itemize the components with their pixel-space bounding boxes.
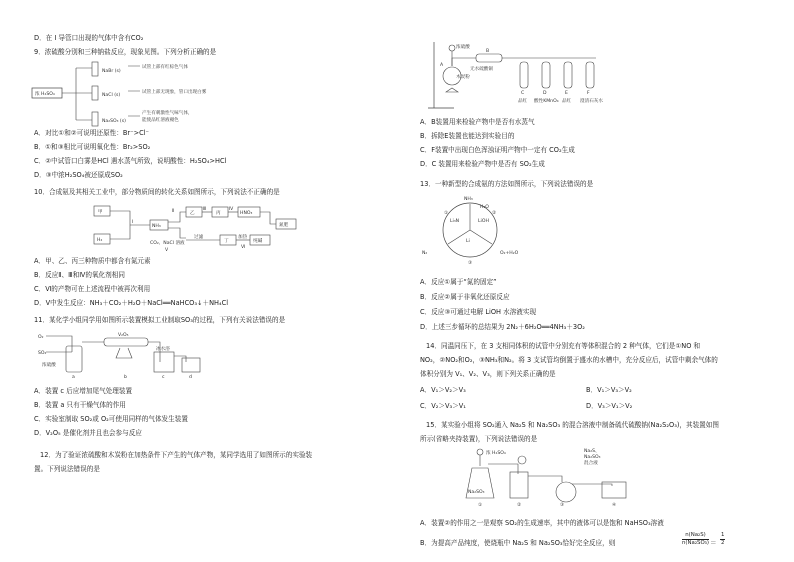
q13-li: Li [466,239,470,244]
q13-stem: 13．一种新型的合成氨的方法如图所示，下列说法错误的是 [420,180,594,188]
q13-option-c: C．反应③可通过电解 LiOH 水溶液实现 [420,308,537,316]
q10-r5: Ⅴ [165,248,169,253]
q10-stem: 10．合成氨及其相关工业中，部分物质间的转化关系如图所示，下列说法不正确的是 [34,188,280,196]
q15-frac-num: n(Na₂S) [682,532,709,540]
q9-figure [30,60,250,126]
q9-obs3b: 能使品红溶液褪色 [142,118,179,123]
q10-product: 纯碱 [253,239,263,244]
q11-ice: 冰水浴 [156,347,170,352]
q13-c1: ① [444,211,449,216]
q15-value-den: 2 [721,540,725,546]
q12-label-a: A [440,63,444,68]
q12-label-f: F [587,91,590,96]
q14-option-a: A．V₁＞V₂＞V₃ [420,386,466,394]
q13-figure [420,192,530,270]
q12-pin1: 品红 [518,99,528,104]
q12-label-b: B [486,49,490,54]
q15-c1: ① [478,503,483,508]
q9-option-d: D．③中浓H₂SO₄被还原成SO₂ [34,171,123,179]
q15-mix3: 混合液 [584,461,598,466]
q14-stem-3: 体积分别为 V₁、V₂、V₃，则下列关系正确的是 [420,370,556,378]
q10-jia: 甲 [98,210,103,215]
q15-stem-1: 15．某实验小组将 SO₂通入 Na₂S 和 Na₂SO₃ 的混合溶液中制备硫代硫酸钠(Na₂S₂O₃)，其装置如图 [426,421,719,429]
q10-reagents: CO₂、NaCl 溶液 [150,241,185,246]
q13-h2o: H₂O [480,205,489,210]
q9-option-c: C．②中试管口白雾是HCl 遇水蒸气所致，说明酸性：H₂SO₄>HCl [34,157,227,165]
q9-salt1: NaBr (s) [102,69,121,74]
q10-option-b: B．反应Ⅱ、Ⅲ和Ⅳ的氧化剂相同 [34,271,125,279]
q15-mix2: Na₂SO₃ [584,455,601,460]
q13-c3: ③ [468,261,473,266]
q9-option-a: A．对比①和②可说明还原性：Br⁻>Cl⁻ [34,129,150,137]
q10-filter: 过滤 [194,235,204,240]
q11-option-c: C．实验室制取 SO₂或 O₂可使用同样的气体发生装置 [34,415,188,423]
q15-mix1: Na₂S、 [584,449,600,454]
q15-frac-eq: ＝ [710,539,717,547]
q11-option-a: A．装置 c 后应增加尾气处理装置 [34,387,133,395]
q14-stem-2: NO₂，②NO₂和O₂，③NH₃和N₂。将 3 支试管均倒置于盛水的水槽中，充分反应后，试管中剩余气体的 [420,356,718,364]
q12-label-d: D [543,91,547,96]
q13-lioh: LiOH [478,219,489,224]
q15-acid: 浓 H₂SO₄ [486,451,506,456]
q13-o2h2o: O₂+H₂O [500,251,519,256]
q12-label-c: C [521,91,525,96]
q10-yi: 乙 [190,211,195,216]
q10-r3: Ⅲ [203,207,207,212]
q15-c4: ④ [612,503,617,508]
right-column [406,0,786,562]
q12-label-e: E [565,91,568,96]
q10-option-d: D．Ⅴ中发生反应：NH₃＋CO₂＋H₂O＋NaCl══NaHCO₃↓＋NH₄Cl [34,299,229,307]
q15-c2: ② [517,503,522,508]
q14-option-b: B．V₁＞V₃＞V₂ [586,386,632,394]
q10-r4: Ⅳ [229,207,234,212]
q12-option-b: B．拆除E装置也能达到实验目的 [420,132,515,140]
q11-c: c [162,375,165,380]
q10-dingan: 氮肥 [279,223,289,228]
q12-cuso4: 无水硫酸铜 [470,67,493,72]
left-column [0,0,380,562]
q10-r1: Ⅰ [132,220,134,225]
q10-ding: 丁 [224,239,229,244]
q15-value-num: 1 [721,532,725,538]
q12-figure [420,38,603,110]
q11-conc: 浓硫酸 [42,363,56,368]
q9-reagent-label: 浓 H₂SO₄ [35,92,55,97]
q10-heat: 加热 [238,235,248,240]
q15-frac-value [720,532,725,547]
q12-option-a: A．B装置用来检验产物中是否有水蒸气 [420,118,535,126]
q12-pin2: 品红 [562,99,572,104]
q11-option-b: B．装置 a 只有干燥气体的作用 [34,401,126,409]
q13-option-b: B．反应②属于非氧化还原反应 [420,293,510,301]
q10-nh3: NH₃ [152,224,161,229]
q15-option-b: B．为提高产品纯度，使烧瓶中 Na₂S 和 Na₂SO₃恰好完全反应，则 [420,539,616,547]
q11-d: d [189,375,192,380]
q15-c3: ③ [560,503,565,508]
q10-option-c: C．Ⅵ的产物可在上述流程中被再次利用 [34,285,151,293]
q12-stem-2: 置。下列说法错误的是 [34,465,100,473]
q9-obs2: 试管上部无现象，管口出现白雾 [142,90,207,95]
q10-figure [90,204,300,252]
q13-li3n: Li₃N [450,219,460,224]
q11-v2o5: V₂O₅ [118,333,129,338]
q12-stem-1: 12．为了验证浓硫酸和木炭粉在加热条件下产生的气体产物，某同学选用了如图所示的实验装 [40,451,313,459]
q11-o2: O₂ [38,335,44,340]
q11-option-d: D．V₂O₅ 是催化剂并且也会参与反应 [34,429,142,437]
q13-c2: ② [492,211,497,216]
q14-option-c: C．V₂＞V₃＞V₁ [420,402,466,410]
q11-figure [36,332,216,380]
q12-option-d: D．C 装置用来检验产物中是否有 SO₂生成 [420,160,545,168]
q12-option-c: C．F装置中出现白色浑浊证明产物中一定有 CO₂生成 [420,146,575,154]
q9-obs3a: 产生有刺激性气味气体， [142,111,193,116]
q14-stem-1: 14．同温同压下，在 3 支相同体积的试管中分别充有等体积混合的 2 种气体，它们是①NO 和 [426,342,701,350]
q13-nh3: NH₃ [464,197,473,202]
q11-so2: SO₂ [38,351,47,356]
q9-obs1: 试管上部有红棕色气体 [142,65,188,70]
q14-option-d: D．V₃＞V₁＞V₂ [586,402,633,410]
q9-salt3: Na₂SO₃ (s) [102,119,126,124]
q13-n2: N₂ [422,251,428,256]
q11-b: b [124,375,127,380]
q12-kmno4: 酸性KMnO₄ [534,99,559,104]
q12-limewater: 澄清石灰水 [580,99,603,104]
q15-option-a: A．装置②的作用之一是观察 SO₂的生成速率，其中的液体可以是饱和 NaHSO₃溶液 [420,519,664,527]
q10-r2: Ⅱ [172,209,175,214]
q9-salt2: NaCl (s) [102,93,121,98]
q11-a: a [72,375,75,380]
q15-fraction [682,532,709,547]
q15-frac-den: n(Na₂SO₃) [682,540,709,546]
q15-figure [462,446,662,508]
q12-conc: 浓硫酸 [456,45,470,50]
q10-bing: 丙 [216,211,221,216]
q15-na2so3: Na₂SO₃ [468,490,485,495]
q9-stem: 9．浓硫酸分别和三种钠盐反应，现象见图。下列分析正确的是 [34,48,217,56]
q11-stem: 11．某化学小组同学用如图所示装置模拟工业制取SO₃的过程，下列有关说法错误的是 [34,316,286,324]
q15-stem-2: 所示(省略夹持装置)，下列说法错误的是 [420,435,538,443]
q12-charcoal: 木炭粉 [456,75,470,80]
q9-option-b: B．①和③相比可说明氧化性：Br₂>SO₂ [34,143,151,151]
q8-option-d: D．在 Ⅰ 导管口出现的气体中含有CO₂ [34,34,144,42]
q10-hno3: HNO₃ [240,211,253,216]
q13-option-d: D．上述三步循环的总结果为 2N₂＋6H₂O══4NH₃＋3O₂ [420,323,585,331]
q10-h2: H₂ [97,238,103,243]
q13-option-a: A．反应①属于“氮的固定” [420,278,497,286]
q10-r6: Ⅵ [241,245,246,250]
q10-option-a: A．甲、乙、丙三种物质中都含有氮元素 [34,257,151,265]
